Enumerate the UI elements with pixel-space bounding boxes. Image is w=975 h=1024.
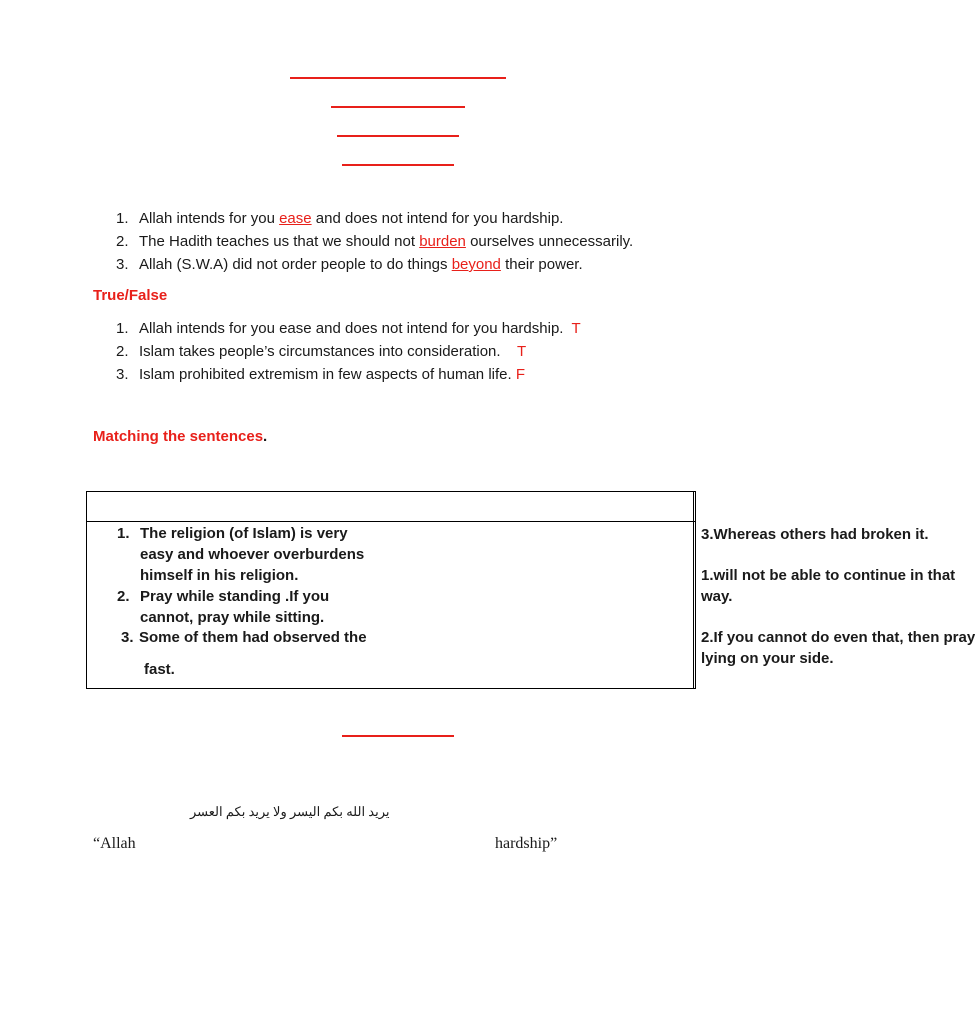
matching-heading: Matching the sentences. <box>93 428 268 445</box>
table-header-row <box>87 492 696 522</box>
title-blank-line-3 <box>337 135 459 137</box>
matching-table <box>86 491 975 689</box>
answer-text: ease <box>279 210 312 227</box>
title-blank-line-4 <box>342 164 454 166</box>
section-blank-line <box>342 735 454 737</box>
answer-mark: T <box>571 320 581 337</box>
matching-left-cell: 1. The religion (of Islam) is very easy and whoever overburdens himself in his religion. 2. Pray while standing .If you cannot, pray while sitting. 3. Some of them had observed the fast. <box>87 522 694 689</box>
answer-mark: T <box>516 343 527 360</box>
quote-end: hardship” <box>495 835 558 852</box>
title-blank-line-1 <box>290 77 506 79</box>
answer-text: burden <box>419 233 466 250</box>
answer-mark: F <box>515 366 525 383</box>
matching-right-cell: 3.Whereas others had broken it. 1.will not be able to continue in that way. 2.If you cannot do even that, then pray lying on your side. <box>694 522 696 689</box>
table-row <box>87 522 696 689</box>
answer-text: beyond <box>451 256 501 273</box>
title-blank-line-2 <box>331 106 465 108</box>
quote-start: “Allah <box>93 835 136 852</box>
arabic-verse: يريد الله بكم اليسر ولا يريد بكم العسر <box>190 804 390 819</box>
true-false-heading: True/False <box>93 287 168 304</box>
